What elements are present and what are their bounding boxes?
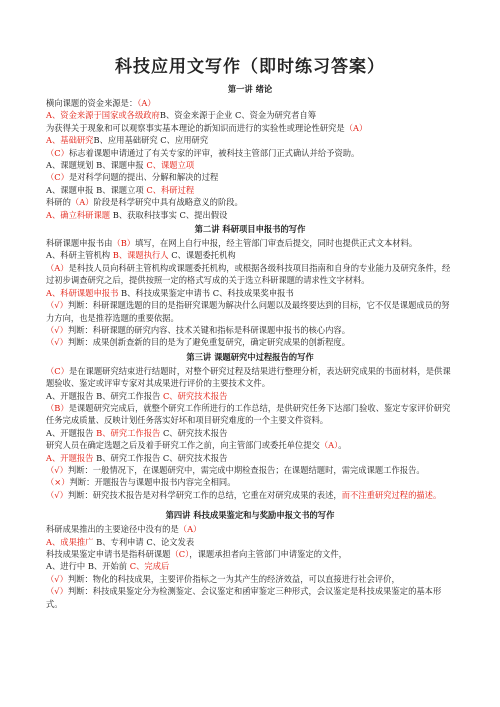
question: 为获得关于现象和可以观察事实基本理论的新知识而进行的实验性或理论性研究是（A）: [46, 122, 368, 133]
question: 科研成果推出的主要途径中没有的是（A）: [46, 524, 202, 535]
lecture-4-heading: 第四讲 科技成果鉴定和与奖励申报文书的写作: [165, 510, 335, 521]
judgement: （√）判断：科研课题选题的目的是指研究课题为解决什么问题以及最终要达到的目标，它不仅是课题成员的努力方向，也是推荐选题的重要依据。: [46, 300, 450, 323]
question: （C）是对科学问题的提出、分解和解决的过程: [46, 172, 219, 183]
question: （C）是在课题研究结束进行结题时，对整个研究过程及结果进行整理分析，表达研究成果的书面材料，是供课题验收、鉴定或评审专家对其成果进行评价的主要技术文件。: [46, 365, 451, 389]
question: 科研课题申报书由（B）填写，在网上自行申报，经主管部门审查后提交，同时也提供正式文本材料。: [46, 238, 418, 249]
judgement: （×）判断：开题报告与课题申报书内容完全相同。: [46, 477, 236, 488]
question: （B）是课题研究完成后，就整个研究工作所进行的工作总结，是供研究任务下达部门验收、鉴定专家评价研究任务完成质量、反映计划任务落实好坏和项目研究难度的一个主要文件资料。: [46, 402, 451, 426]
question: （C）标志着课题申请通过了有关专家的评审，被科技主管部门正式确认并给予资助。: [46, 147, 360, 158]
options: A、开题报告 B、研究工作报告 C、研究技术报告: [46, 452, 228, 463]
document-title: 科技应用文写作（即时练习答案）: [115, 57, 385, 77]
options: A、成果推广 B、专利申请 C、论文发表: [46, 536, 195, 547]
judgement: （√）判断：研究技术报告是对科学研究工作的总结，它重在对研究成果的表述，而不注重研究过程的描述。: [46, 489, 442, 500]
judgement: （√）判断：科技成果鉴定分为检测鉴定、会议鉴定和函审鉴定三种形式，会议鉴定是科技成果鉴定的基本形式。: [46, 586, 442, 609]
options: A、进行中 B、开始前 C、完成后: [46, 561, 170, 572]
options: A、资金来源于国家或各级政府B、资金来源于企业 C、资金为研究者自筹: [46, 110, 316, 121]
options: A、科研主管机构 B、课题执行人 C、课题委托机构: [46, 250, 236, 261]
judgement: （√）判断：一般情况下，在课题研究中，需完成中期检查报告；在课题结题时，需完成课题工作报告。: [46, 464, 425, 475]
question: （A）是科技人员向科研主管机构或课题委托机构，或根据各级科技项目指南和自身的专业能力及研究条件，经过初步调查研究之后，提供按照一定的格式写成的关于选立科研课题的请求性文字材料。: [46, 262, 451, 286]
options: A、开题报告 B、研究工作报告 C、研究技术报告: [46, 390, 228, 401]
question: 科技成果鉴定申请书是指科研课题（C），课题承担者向主管部门申请鉴定的文件，: [46, 549, 347, 559]
options: A、科研课题申报书 B、科技成果鉴定申请书 C、科技成果奖申报书: [46, 287, 294, 298]
question: 研究人员在确定选题之后及着手研究工作之前，向主管部门或委托单位提交（A）。: [46, 440, 347, 451]
judgement: （√）判断：成果创新查新的目的是为了避免重复研究，确定研究成果的创新程度。: [46, 337, 350, 348]
lecture-3-heading: 第三讲 课题研究中过程报告的写作: [186, 351, 314, 362]
options: A、确立科研课题 B、获取科技事实 C、提出假设: [46, 209, 228, 220]
judgement: （√）判断：科研课题的研究内容、技术关键和指标是科研课题申报书的核心内容。: [46, 324, 350, 335]
options: A、课题规划 B、课题申报 C、课题立项: [46, 160, 195, 171]
judgement: （√）判断：物化的科技成果，主要评价指标之一为其产生的经济效益，可以直接进行社会评价，: [46, 573, 400, 584]
options: A、课题申报 B、课题立项 C、科研过程: [46, 184, 195, 195]
question: 横向课题的资金来源是：（A）: [46, 98, 156, 108]
options: A、开题报告 B、研究工作报告 C、研究技术报告: [46, 427, 228, 438]
lecture-1-heading: 第一讲 绪论: [227, 84, 273, 94]
question: 科研的（A）阶段是科学研究中具有战略意义的阶段。: [46, 197, 243, 208]
options: A、基础研究B、应用基础研究 C、应用研究: [46, 135, 209, 146]
lecture-2-heading: 第二讲 科研项目申报书的写作: [194, 224, 306, 235]
